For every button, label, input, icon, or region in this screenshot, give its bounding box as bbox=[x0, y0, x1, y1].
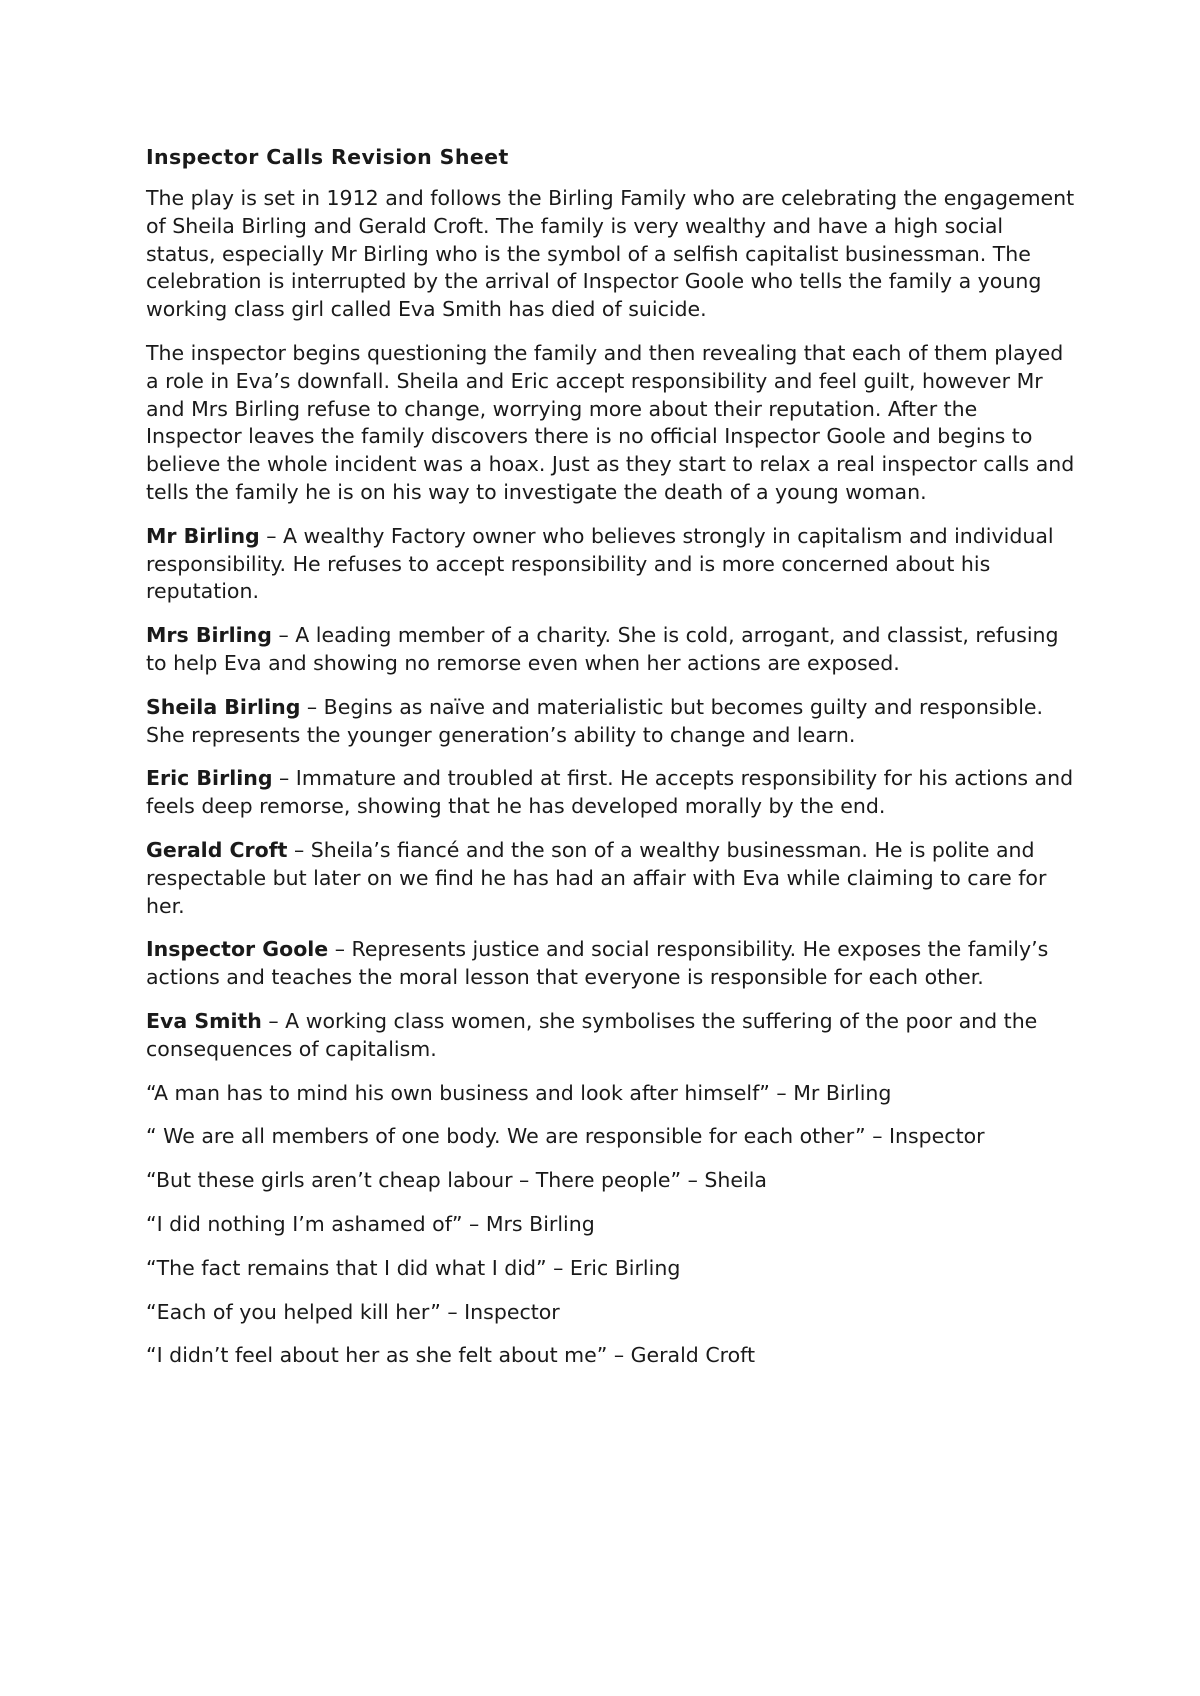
character-description: – Represents justice and social responsibility. He exposes the family’s actions and teaches the moral lesson that everyone is responsible for each other. bbox=[146, 937, 1049, 990]
intro-paragraph: The play is set in 1912 and follows the Birling Family who are celebrating the engagement of Sheila Birling and Gerald Croft. The family is very wealthy and have a high social status, especially Mr Birling who is the symbol of a selfish capitalist businessman. The celebration is interrupted by the arrival of Inspector Goole who tells the family a young working class girl called Eva Smith has died of suicide. bbox=[146, 186, 1075, 322]
quote-line: “I did nothing I’m ashamed of” – Mrs Birling bbox=[146, 1211, 595, 1236]
quote-line: “But these girls aren’t cheap labour – There people” – Sheila bbox=[146, 1168, 767, 1193]
quote-line: “I didn’t feel about her as she felt about me” – Gerald Croft bbox=[146, 1343, 756, 1368]
character-name: Gerald Croft bbox=[146, 837, 288, 862]
character-entry-mrs-birling bbox=[146, 622, 1076, 678]
character-description: – A wealthy Factory owner who believes strongly in capitalism and individual responsibility. He refuses to accept responsibility and is more concerned about his reputation. bbox=[146, 523, 1054, 604]
plot-paragraph: The inspector begins questioning the family and then revealing that each of them played a role in Eva’s downfall. Sheila and Eric accept responsibility and feel guilt, however Mr and Mrs Birling refuse to change, worrying more about their reputation. After the Inspector leaves the family discovers there is no official Inspector Goole and begins to believe the whole incident was a hoax. Just as they start to relax a real inspector calls and tells the family he is on his way to investigate the death of a young woman. bbox=[146, 340, 1075, 504]
character-description: – A leading member of a charity. She is cold, arrogant, and classist, refusing to help Eva and showing no remorse even when her actions are exposed. bbox=[146, 623, 1059, 675]
character-name: Inspector Goole bbox=[146, 937, 329, 962]
quote-line: “Each of you helped kill her” – Inspector bbox=[146, 1299, 560, 1324]
character-name: Eva Smith bbox=[146, 1008, 262, 1033]
character-entry-sheila-birling bbox=[146, 694, 1076, 750]
quote-line: “ We are all members of one body. We are responsible for each other” – Inspector bbox=[146, 1124, 985, 1149]
character-description: – Immature and troubled at first. He accepts responsibility for his actions and feels deep remorse, showing that he has developed morally by the end. bbox=[146, 766, 1074, 819]
character-entry-gerald-croft bbox=[146, 837, 1076, 920]
character-name: Sheila Birling bbox=[146, 694, 301, 719]
character-name: Mr Birling bbox=[146, 523, 260, 548]
character-name: Eric Birling bbox=[146, 766, 273, 791]
character-entry-eric-birling bbox=[146, 765, 1076, 821]
quote-line: “The fact remains that I did what I did” – Eric Birling bbox=[146, 1255, 681, 1280]
document-title: Inspector Calls Revision Sheet bbox=[146, 145, 509, 169]
character-name: Mrs Birling bbox=[146, 623, 272, 648]
character-description: – Begins as naïve and materialistic but becomes guilty and responsible. She represents the younger generation’s ability to change and learn. bbox=[146, 694, 1044, 747]
character-entry-eva-smith bbox=[146, 1008, 1076, 1064]
document-page bbox=[146, 143, 1076, 1386]
character-description: – Sheila’s fiancé and the son of a wealthy businessman. He is polite and respectable but later on we find he has had an affair with Eva while claiming to care for her. bbox=[146, 837, 1047, 918]
character-entry-inspector-goole bbox=[146, 936, 1076, 992]
character-entry-mr-birling bbox=[146, 523, 1076, 606]
quote-line: “A man has to mind his own business and look after himself” – Mr Birling bbox=[146, 1080, 892, 1105]
character-description: – A working class women, she symbolises the suffering of the poor and the consequences of capitalism. bbox=[146, 1008, 1038, 1061]
